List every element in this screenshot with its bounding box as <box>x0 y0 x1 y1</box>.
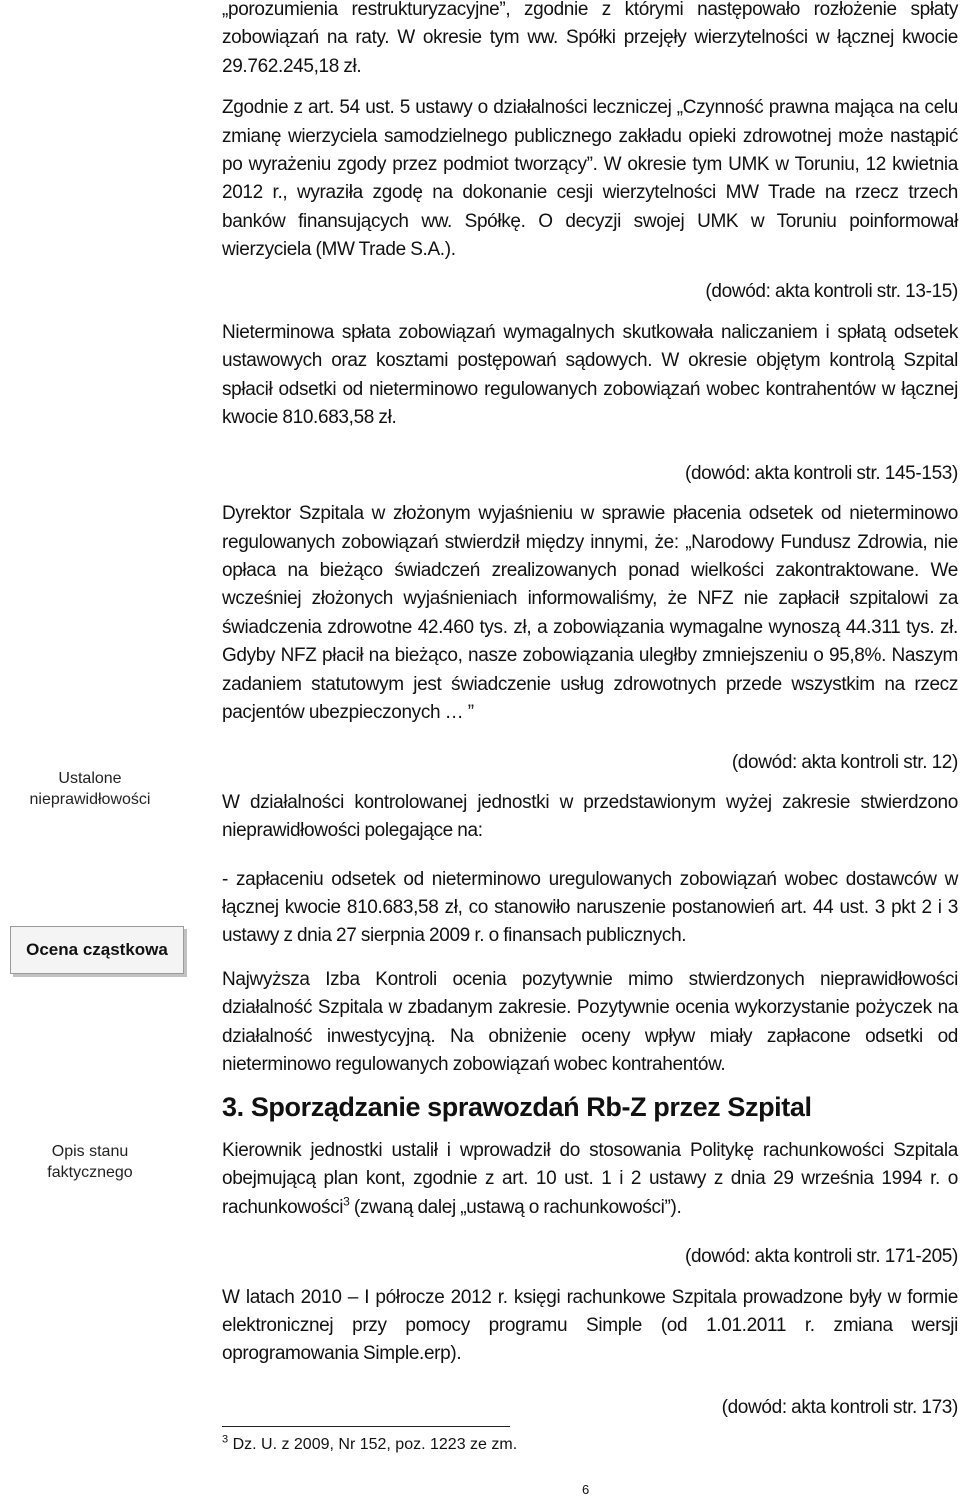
evidence-note: (dowód: akta kontroli str. 12) <box>731 752 958 774</box>
paragraph-irregularities: W działalności kontrolowanej jednostki w przedstawionym wyżej zakresie stwierdzono nieprawidłowości polegające na: <box>222 791 958 842</box>
footnote-reference: 3 <box>343 1194 350 1209</box>
evidence-note: (dowód: akta kontroli str. 145-153) <box>684 462 958 484</box>
evidence-note: (dowód: akta kontroli str. 173) <box>721 1396 958 1418</box>
paragraph-irregularity-item: - zapłaceniu odsetek od nieterminowo uregulowanych zobowiązań wobec dostawców w łącznej kwocie 810.683,58 zł, co stanowiło naruszenie postanowień art. 44 ust. 3 pkt 2 i 3 ustawy z dnia 27 sierpnia 2009 r. o finansach publicznych. <box>222 868 958 947</box>
paragraph-text: (zwaną dalej „ustawą o rachunkowości”). <box>349 1196 682 1218</box>
paragraph-text: Kierownik jednostki ustalił i wprowadził do stosowania Politykę rachunkowości Szpitala obejmującą plan kont, zgodnie z art. 10 ust. 1 i 2 ustawy z dnia 29 września 1994 r. o rachunkowości <box>222 1140 958 1218</box>
footnote <box>222 1433 518 1454</box>
paragraph-restructuring: „porozumienia restrukturyzacyjne”, zgodnie z którymi następowało rozłożenie spłaty zobowiązań na raty. W okresie tym ww. Spółki przejęły wierzytelności w łącznej kwocie 29.762.245,18 zł. <box>222 0 958 77</box>
paragraph-interest: Nieterminowa spłata zobowiązań wymagalnych skutkowała naliczaniem i spłatą odsetek ustawowych oraz kosztami postępowań sądowych. W okresie objętym kontrolą Szpital spłacił odsetki od nieterminowo regulowanych zobowiązań wobec kontrahentów w łącznej kwocie 810.683,58 zł. <box>222 322 958 429</box>
section-heading: 3. Sporządzanie sprawozdań Rb-Z przez Szpital <box>222 1092 812 1122</box>
paragraph-accounting-policy <box>222 1137 958 1222</box>
main-column-lower <box>222 1137 958 1422</box>
footnote-mark: 3 <box>222 1433 229 1446</box>
page-number: 6 <box>582 1482 590 1497</box>
evidence-note: (dowód: akta kontroli str. 171-205) <box>684 1246 958 1268</box>
paragraph-assessment: Najwyższa Izba Kontroli ocenia pozytywnie mimo stwierdzonych nieprawidłowości działalność Szpitala w zbadanym zakresie. Pozytywnie ocenia wykorzystanie pożyczek na działalność inwestycyjną. Na obniżenie oceny wpływ miały zapłacone odsetki od nieterminowo regulowanych zobowiązań wobec kontrahentów. <box>222 968 958 1075</box>
sidebar-label-irregularities: Ustalone nieprawidłowości <box>29 770 151 808</box>
paragraph-accounting-books: W latach 2010 – I półrocze 2012 r. księgi rachunkowe Szpitala prowadzone były w formie elektronicznej przy pomocy programu Simple (od 1.01.2011 r. zmiana wersji oprogramowania Simple.erp). <box>222 1286 958 1365</box>
footnote-text: Dz. U. z 2009, Nr 152, poz. 1223 ze zm. <box>228 1436 518 1453</box>
paragraph-director-explanation: Dyrektor Szpitala w złożonym wyjaśnieniu w sprawie płacenia odsetek od nieterminowo regulowanych zobowiązań stwierdził między innymi, że: „Narodowy Fundusz Zdrowia, nie opłaca na bieżąco świadczeń zrealizowanych ponad wielkości zakontraktowane. We wcześniej złożonych wyjaśnieniach informowaliśmy, że NFZ nie zapłacił szpitalowi za świadczenia zdrowotne 42.460 tys. zł, a zobowiązania wymagalne wynoszą 44.311 tys. zł. Gdyby NFZ płacił na bieżąco, nasze zobowiązania uległby zmniejszeniu o 95,8%. Naszym zadaniem statutowym jest świadczenie usług zdrowotnych przede wszystkim na rzecz pacjentów ubezpieczonych … ” <box>222 503 958 723</box>
sidebar-label-partial-rating: Ocena cząstkowa <box>10 926 184 974</box>
main-column-upper <box>222 0 958 1079</box>
evidence-note: (dowód: akta kontroli str. 13-15) <box>705 280 958 302</box>
footnote-separator <box>222 1426 510 1427</box>
sidebar-label-facts: Opis stanu faktycznego <box>47 1143 133 1181</box>
paragraph-legal-basis: Zgodnie z art. 54 ust. 5 ustawy o działalności leczniczej „Czynność prawna mająca na celu zmianę wierzyciela samodzielnego publicznego zakładu opieki zdrowotnej może nastąpić po wyrażeniu zgody przez podmiot tworzący”. W okresie tym UMK w Toruniu, 12 kwietnia 2012 r., wyraziła zgodę na dokonanie cesji wierzytelności MW Trade na rzecz trzech banków finansujących ww. Spółkę. O decyzji swojej UMK w Toruniu poinformował wierzyciela (MW Trade S.A.). <box>222 97 958 261</box>
